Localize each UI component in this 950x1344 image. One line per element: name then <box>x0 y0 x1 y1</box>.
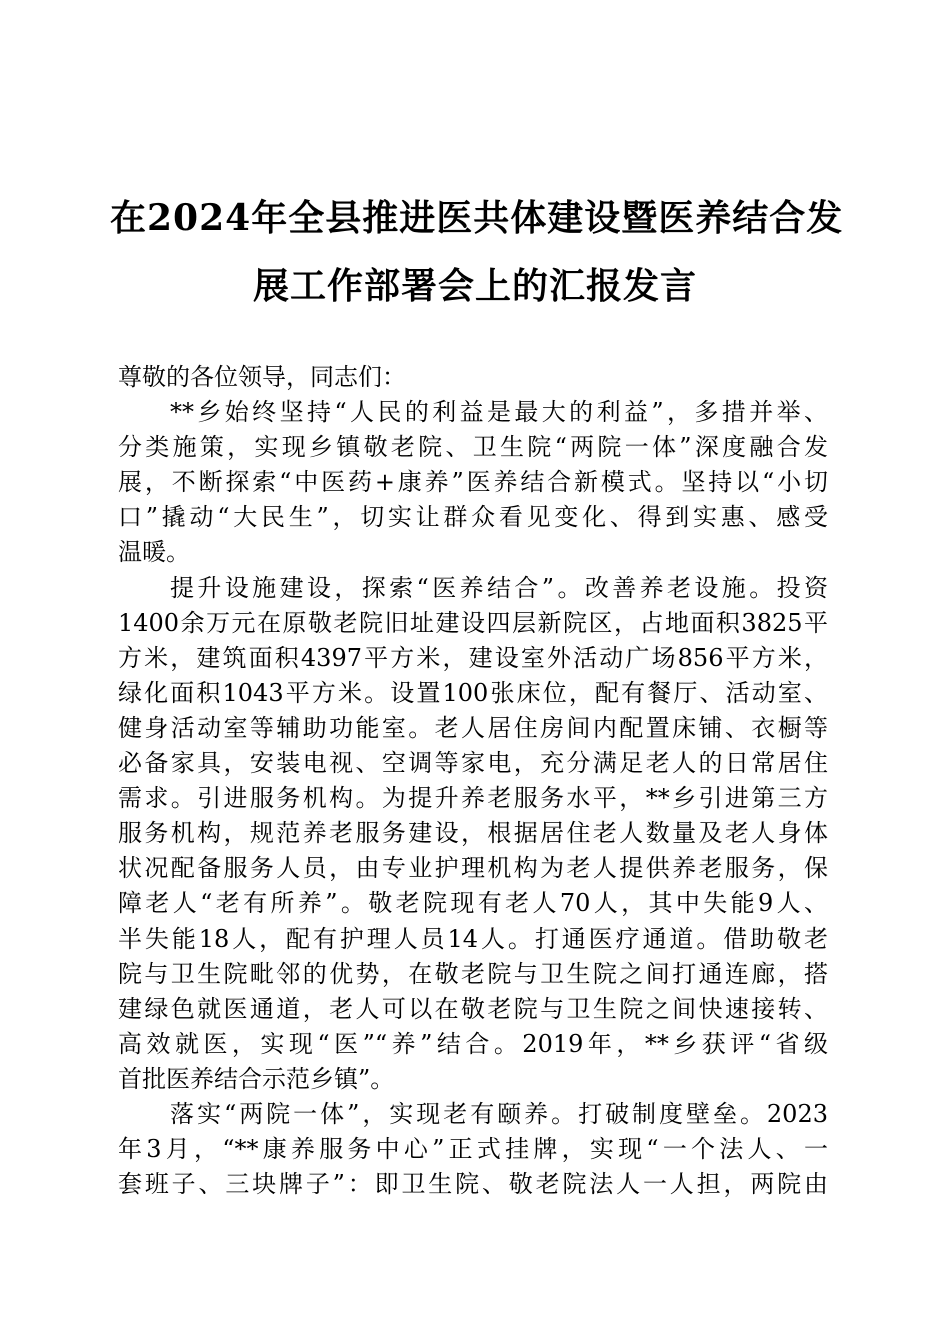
body-text-line: 方米，建筑面积4397平方米，建设室外活动广场856平方米， <box>118 643 828 672</box>
body-text-line: 半失能18人，配有护理人员14人。打通医疗通道。借助敬老 <box>118 924 828 953</box>
body-text-line: 健身活动室等辅助功能室。老人居住房间内配置床铺、衣橱等 <box>118 713 828 742</box>
body-text-line: 1400余万元在原敬老院旧址建设四层新院区，占地面积3825平 <box>118 608 828 637</box>
salutation-line: 尊敬的各位领导，同志们： <box>118 363 406 391</box>
document-body <box>118 360 828 1202</box>
body-text-line: 建绿色就医通道，老人可以在敬老院与卫生院之间快速接转、 <box>118 994 828 1023</box>
document-title-line-2: 展工作部署会上的汇报发言 <box>252 265 697 307</box>
body-text-line: 必备家具，安装电视、空调等家电，充分满足老人的日常居住 <box>118 749 828 778</box>
body-text-line: 绿化面积1043平方米。设置100张床位，配有餐厅、活动室、 <box>118 678 828 707</box>
body-text-line: 障老人“老有所养”。敬老院现有老人70人，其中失能9人、 <box>118 889 828 918</box>
body-text-line: 状况配备服务人员，由专业护理机构为老人提供养老服务，保 <box>118 854 828 883</box>
body-text-line: 年3月，“**康养服务中心”正式挂牌，实现“一个法人、一 <box>118 1135 828 1164</box>
body-text-line: 高效就医，实现“医”“养”结合。2019年，**乡获评“省级 <box>118 1029 828 1058</box>
body-text-line: 落实“两院一体”，实现老有颐养。打破制度壁垒。2023 <box>170 1099 828 1128</box>
body-text-line: 口”撬动“大民生”，切实让群众看见变化、得到实惠、感受 <box>118 503 828 532</box>
body-text-line: **乡始终坚持“人民的利益是最大的利益”，多措并举、 <box>170 398 828 427</box>
body-text-line: 院与卫生院毗邻的优势，在敬老院与卫生院之间打通连廊，搭 <box>118 959 828 988</box>
body-text-line: 提升设施建设，探索“医养结合”。改善养老设施。投资 <box>170 573 828 602</box>
body-text-line: 套班子、三块牌子”：即卫生院、敬老院法人一人担，两院由 <box>118 1170 828 1199</box>
document-title-line-1: 在2024年全县推进医共体建设暨医养结合发 <box>110 197 844 239</box>
body-text-line: 首批医养结合示范乡镇”。 <box>118 1064 395 1093</box>
body-text-line: 分类施策，实现乡镇敬老院、卫生院“两院一体”深度融合发 <box>118 433 828 462</box>
body-text-line: 展，不断探索“中医药+康养”医养结合新模式。坚持以“小切 <box>118 468 828 497</box>
body-text-line: 服务机构，规范养老服务建设，根据居住老人数量及老人身体 <box>118 819 828 848</box>
body-text-line: 需求。引进服务机构。为提升养老服务水平，**乡引进第三方 <box>118 784 828 813</box>
body-text-line: 温暖。 <box>118 538 190 567</box>
